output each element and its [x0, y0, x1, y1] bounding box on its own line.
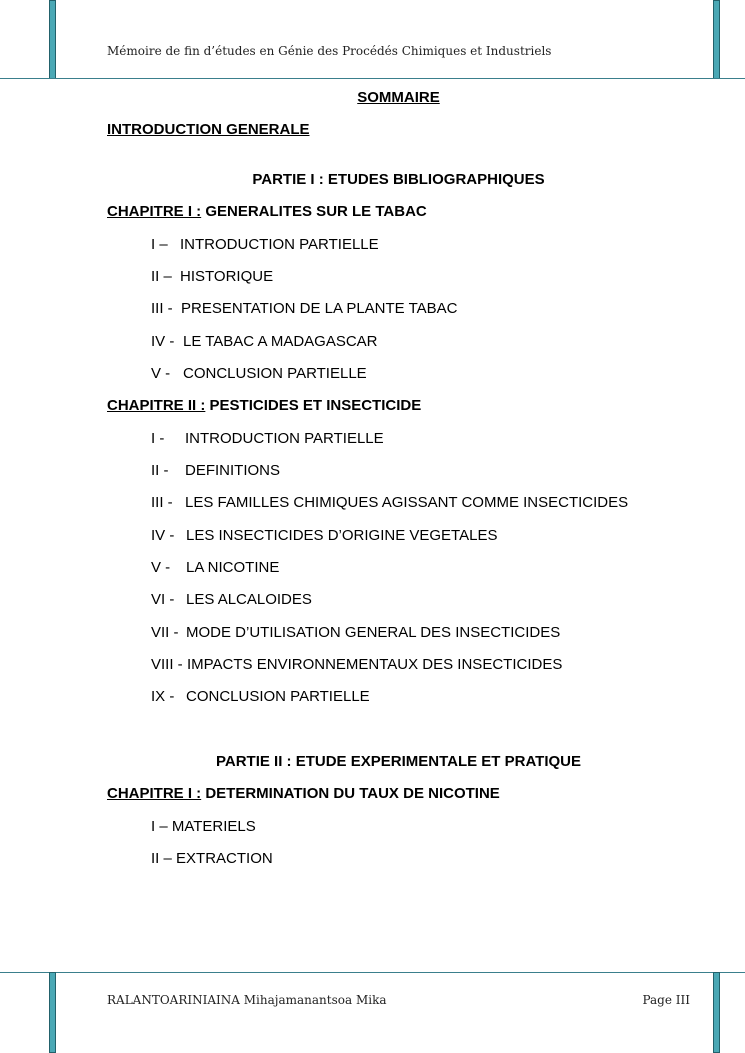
toc-entry-number: VII - — [151, 624, 179, 641]
partie1-chapitre1-heading — [107, 203, 427, 221]
toc-entry-text: HISTORIQUE — [180, 268, 274, 285]
toc-entry-number: III - — [151, 494, 173, 511]
toc-entry — [151, 430, 384, 448]
toc-entry-text: IMPACTS ENVIRONNEMENTAUX DES INSECTICIDES — [187, 656, 563, 673]
toc-entry-number: IV - — [151, 333, 175, 350]
toc-entry-text: CONCLUSION PARTIELLE — [186, 688, 370, 705]
header-title: Mémoire de fin d’études en Génie des Procédés Chimiques et Industriels — [107, 44, 552, 58]
partie2-title: PARTIE II : ETUDE EXPERIMENTALE ET PRATIQUE — [215, 753, 582, 770]
chapter-title: DETERMINATION DU TAUX DE NICOTINE — [201, 785, 500, 802]
chapter-title: GENERALITES SUR LE TABAC — [201, 203, 427, 220]
toc-entry-text: INTRODUCTION PARTIELLE — [180, 236, 379, 253]
toc-entry-text: PRESENTATION DE LA PLANTE TABAC — [181, 300, 458, 317]
chapter-label: CHAPITRE I : — [107, 785, 202, 802]
toc-entry — [151, 300, 457, 318]
footer-right-bar — [713, 972, 720, 1053]
toc-entry-number: I - — [151, 430, 165, 447]
toc-intro: INTRODUCTION GENERALE — [107, 121, 310, 138]
toc-entry — [151, 527, 497, 545]
toc-entry — [151, 268, 273, 286]
toc-entry — [151, 656, 562, 674]
toc-entry-text: LES ALCALOIDES — [186, 591, 312, 608]
footer-author: RALANTOARINIAINA Mihajamanantsoa Mika — [107, 993, 387, 1007]
toc-entry-number: VI - — [151, 591, 175, 608]
header-left-bar — [49, 0, 56, 79]
toc-entry — [151, 494, 628, 512]
footer-page-number: Page III — [642, 993, 690, 1007]
chapter-title: PESTICIDES ET INSECTICIDE — [205, 397, 422, 414]
toc-entry-number: I – — [151, 818, 168, 835]
toc-entry-text: LA NICOTINE — [186, 559, 280, 576]
toc-entry-text: MATERIELS — [171, 818, 256, 835]
toc-entry-number: II – — [151, 268, 172, 285]
partie1-chapitre2-heading — [107, 397, 421, 415]
partie2-chapitre1-heading — [107, 785, 500, 803]
toc-entry — [151, 559, 279, 577]
toc-entry — [151, 688, 370, 706]
toc-entry-number: V - — [151, 559, 171, 576]
toc-entry-number: V - — [151, 365, 171, 382]
toc-entry-text: LES INSECTICIDES D’ORIGINE VEGETALES — [186, 527, 498, 544]
toc-entry — [151, 591, 312, 609]
toc-entry-text: CONCLUSION PARTIELLE — [183, 365, 367, 382]
toc-entry-number: II – — [151, 850, 172, 867]
toc-entry — [151, 365, 367, 383]
toc-entry-text: LE TABAC A MADAGASCAR — [183, 333, 378, 350]
toc-entry — [151, 462, 280, 480]
toc-entry — [151, 333, 378, 351]
header-right-bar — [713, 0, 720, 79]
toc-entry-text: EXTRACTION — [176, 850, 273, 867]
toc-entry — [151, 624, 560, 642]
toc-entry — [151, 850, 273, 868]
toc-title: SOMMAIRE — [357, 89, 440, 106]
partie1-title: PARTIE I : ETUDES BIBLIOGRAPHIQUES — [252, 171, 545, 188]
toc-entry-number: IX - — [151, 688, 175, 705]
toc-entry-text: MODE D’UTILISATION GENERAL DES INSECTICIDES — [186, 624, 561, 641]
toc-entry-number: II - — [151, 462, 169, 479]
footer-left-bar — [49, 972, 56, 1053]
toc-entry — [151, 818, 256, 836]
header-rule — [0, 78, 745, 79]
toc-entry-number: IV - — [151, 527, 175, 544]
toc-entry-number: VIII - — [151, 656, 183, 673]
toc-entry-number: III - — [151, 300, 173, 317]
toc-entry — [151, 236, 379, 254]
chapter-label: CHAPITRE II : — [107, 397, 206, 414]
chapter-label: CHAPITRE I : — [107, 203, 202, 220]
toc-entry-text: INTRODUCTION PARTIELLE — [185, 430, 384, 447]
toc-entry-number: I – — [151, 236, 168, 253]
toc-entry-text: LES FAMILLES CHIMIQUES AGISSANT COMME INSECTICIDES — [185, 494, 629, 511]
toc-entry-text: DEFINITIONS — [185, 462, 281, 479]
footer-rule — [0, 972, 745, 973]
